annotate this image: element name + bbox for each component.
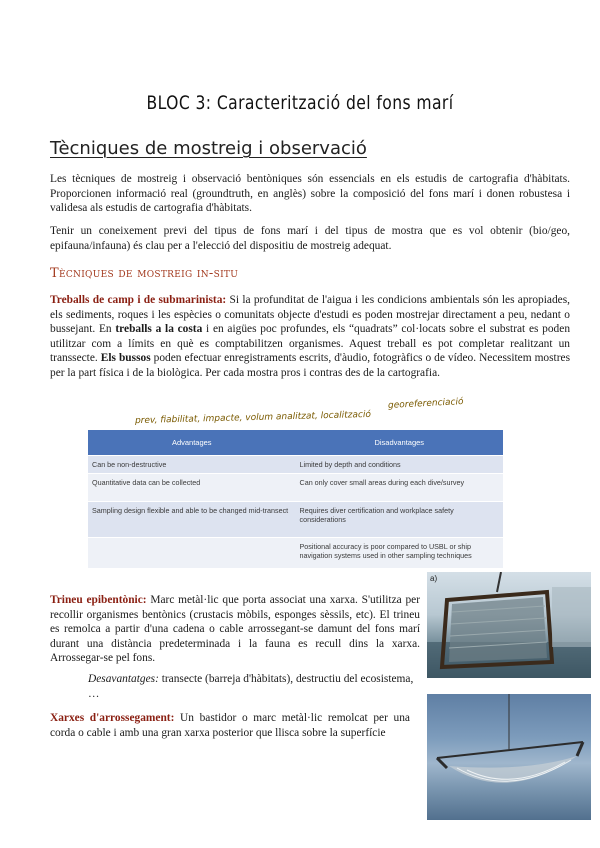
paragraph-trawl-nets bbox=[50, 711, 410, 740]
table-cell bbox=[88, 538, 296, 568]
table-cell: Limited by depth and conditions bbox=[296, 456, 504, 474]
paragraph-disadvantages bbox=[88, 672, 418, 701]
trawl-drawing bbox=[427, 694, 591, 820]
lead-field-work: Treballs de camp i de submarinista: bbox=[50, 294, 227, 306]
table-header-disadvantages: Disadvantages bbox=[296, 430, 504, 456]
bold-divers: Els bussos bbox=[100, 352, 151, 364]
handwritten-note-2: georeferenciació bbox=[387, 397, 464, 411]
sled-drawing bbox=[427, 572, 591, 678]
section-heading: Tècniques de mostreig i observació bbox=[50, 138, 367, 159]
text-segment: Si la profunditat de l'aigua i les condicions ambientals són les apropiades, els sediments, roques i les espècies o comunitats objecte d'estudi es poden mostrejar directament a peu, nedant o bussejant. En bbox=[50, 294, 570, 335]
text-segment: poden efectuar enregistraments escrits, d'àudio, fotogràfics o de vídeo. Necessitem mostres per la part física i de la biològica. Per cada mostra pros i contras des de la cartografia. bbox=[50, 352, 571, 379]
intro-paragraph-2: Tenir un coneixement previ del tipus de fons marí i del tipus de mostra que es vol obtenir (bio/geo, epifauna/infauna) és clau per a l'elecció del dispositiu de mostreig adequat. bbox=[50, 225, 570, 252]
handwritten-note-1: prev, fiabilitat, impacte, volum analitzat, localització bbox=[134, 409, 372, 427]
text-segment: i en aigües poc profundes, els “quadrats” col·locats sobre el substrat es poden utilitzar com a límits en què es comptabilitzen organismes. Aquest treball es pot completar realitzant un transsecte. bbox=[50, 323, 571, 364]
text-segment: transecte (barreja d'hàbitats), destructiu del ecosistema, … bbox=[88, 673, 414, 700]
lead-disadvantages: Desavantatges: bbox=[88, 673, 159, 685]
lead-sled: Trineu epibentònic: bbox=[50, 594, 147, 606]
table-cell: Positional accuracy is poor compared to USBL or ship navigation systems used in other sampling techniques bbox=[296, 538, 504, 568]
paragraph-epibenthic-sled bbox=[50, 593, 420, 666]
table-cell: Sampling design flexible and able to be changed mid-transect bbox=[88, 502, 296, 538]
table-cell: Requires diver certification and workplace safety considerations bbox=[296, 502, 504, 538]
epibenthic-sled-photo bbox=[427, 572, 591, 678]
table-cell: Quantitative data can be collected bbox=[88, 474, 296, 502]
text-segment: Un bastidor o marc metàl·lic remolcat per una corda o cable i amb una gran xarxa posterior que llisca sobre la superfície bbox=[50, 712, 410, 739]
table-cell: Can be non-destructive bbox=[88, 456, 296, 474]
photo-label: a) bbox=[430, 574, 438, 583]
subheading-in-situ: Tècniques de mostreig in-situ bbox=[50, 266, 239, 281]
table-header-advantages: Advantages bbox=[88, 430, 296, 456]
bold-coast-work: treballs a la costa bbox=[115, 323, 203, 335]
table-cell: Can only cover small areas during each dive/survey bbox=[296, 474, 504, 502]
paragraph-field-work bbox=[50, 293, 570, 380]
intro-paragraph-1: Les tècniques de mostreig i observació bentòniques són essencials en els estudis de cartografia d'hàbitats. Proporcionen informació real (groundtruth, en anglès) sobre la composició del fons marí i donen robustesa i validesa als estudis de cartografia d'hàbitats. bbox=[50, 173, 570, 214]
lead-trawl: Xarxes d'arrossegament: bbox=[50, 712, 175, 724]
page-title: BLOC 3: Caracterització del fons marí bbox=[146, 92, 454, 114]
pros-cons-table bbox=[88, 430, 503, 568]
trawl-net-photo bbox=[427, 694, 591, 820]
text-segment: Marc metàl·lic que porta associat una xarxa. S'utilitza per recollir organismes bentònics (crustacis mòbils, esponges sèssils, etc). El trineu es remolca a partir d'una cadena o cable arrossegant-se damunt del fons marí durant una distància predeterminada i la fauna es recull dins la xarxa. Arrossegar-se pel fons. bbox=[50, 594, 420, 664]
